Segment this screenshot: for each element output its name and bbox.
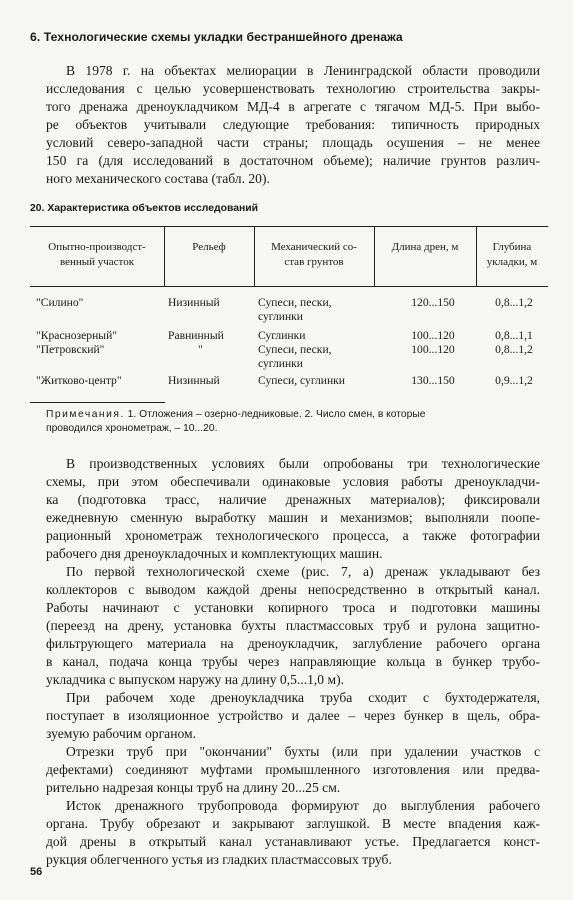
text-line: в канал, подача конца трубы через направляющие кольца в бункер трубо- [46, 654, 540, 669]
text-line: Работы начинают с установки копирного троса и подготовки машины [46, 600, 540, 615]
text-line: В 1978 г. на объектах мелиорации в Ленинградской области проводили [66, 63, 540, 78]
header-depth [476, 240, 548, 270]
text-line: органа. Трубу обрезают и закрывают заглушкой. В месте впадения каж- [46, 816, 540, 831]
cell-soil [258, 343, 378, 371]
text-line: схемы, при этом обеспечивали одинаковые условия работы дреноукладчи- [46, 474, 540, 489]
notes-line [46, 408, 544, 422]
cell-relief: Низинный [168, 374, 220, 387]
header-soil [254, 240, 374, 270]
text-line: (переезд на дрену, установка бухты пластмассовых труб и рулона защитно- [46, 618, 540, 633]
soil-line: суглинки [258, 310, 303, 323]
cell-length: 100...120 [411, 343, 455, 356]
cell-depth: 0,8...1,2 [495, 296, 533, 309]
text-line: дефектами) соединяют муфтами промышленного изготовления или предва- [46, 762, 540, 777]
text-line: того дренажа дреноукладчиком МД-4 в агрегате с тягачом МД-5. При выбо- [46, 99, 540, 114]
intro-paragraph [46, 62, 540, 188]
header-line: Глубина [492, 241, 532, 253]
cell-site: "Краснозерный" [36, 329, 118, 342]
header-length [374, 240, 476, 255]
section-heading: 6. Технологические схемы укладки бестраншейного дренажа [30, 30, 403, 44]
cell-site: "Петровский" [36, 343, 105, 356]
text-line: условий северо-западной части страны; площадь осушения – не менее [46, 135, 540, 150]
soil-line: Супеси, пески, [258, 343, 332, 356]
cell-length: 130...150 [411, 374, 455, 387]
cell-soil [258, 374, 378, 388]
header-line: Длина дрен, м [391, 241, 459, 253]
cell-soil [258, 329, 378, 343]
text-line: Отрезки труб при "окончании" бухты (или при удалении участков с [66, 744, 540, 759]
text-line: зуемую рабочим органом. [46, 726, 197, 741]
text-line: поступает в изоляционное устройство и далее – через бункер в щель, обра- [46, 708, 540, 723]
soil-line: суглинки [258, 357, 303, 370]
header-relief [164, 240, 254, 255]
cell-site: "Житково-центр" [36, 374, 122, 387]
header-line: Рельеф [192, 241, 226, 253]
soil-line: Супеси, пески, [258, 296, 332, 309]
text-line: ре объектов учитывали следующие требования: типичность природных [46, 117, 540, 132]
header-line: венный участок [59, 256, 135, 268]
cell-depth: 0,9...1,2 [495, 374, 533, 387]
column-divider [374, 226, 375, 286]
soil-line: Супеси, суглинки [258, 374, 346, 387]
cell-depth: 0,8...1,1 [495, 329, 533, 342]
page-number: 56 [30, 866, 43, 878]
cell-length: 100...120 [411, 329, 455, 342]
text-line: ного механического состава (табл. 20). [46, 171, 270, 186]
table-top-rule [30, 226, 548, 227]
header-site [30, 240, 164, 270]
notes-divider [30, 402, 165, 403]
cell-relief: Равнинный [168, 329, 224, 342]
text-line: 150 га (для исследований в достаточном объеме); наличие грунтов различ- [46, 153, 540, 168]
text-line: коллекторов с выводом каждой дрены непосредственно в открытый канал. [46, 582, 540, 597]
text-line: В производственных условиях были опробованы три технологические [66, 456, 540, 471]
column-divider [164, 226, 165, 286]
text-line: исследования с целью усовершенствовать технологию строительства закры- [46, 81, 540, 96]
cell-length: 120...150 [411, 296, 455, 309]
header-line: став грунтов [284, 256, 344, 268]
text-line: дой дрены в открытый канал устанавливают устье. Предлагается конст- [46, 834, 540, 849]
header-line: укладки, м [486, 256, 538, 268]
table-notes [46, 408, 544, 436]
cell-site: "Силино" [36, 296, 84, 309]
notes-text: 1. Отложения – озерно-ледниковые. 2. Число смен, в которые [124, 409, 426, 420]
text-line: ежедневную сменную выработку машин и механизмов; выполняли поопе- [46, 510, 540, 525]
header-line: Опытно-производст- [48, 241, 146, 253]
cell-relief: " [198, 343, 203, 356]
notes-label: Примечания. [46, 409, 125, 420]
header-line: Механический со- [271, 241, 357, 253]
text-line: рукция облегченного устья из гладких пластмассовых труб. [46, 852, 392, 867]
text-line: Исток дренажного трубопровода формируют до выглубления рабочего [66, 798, 540, 813]
text-line: фильтрующего материала на дреноукладчик, заглубление рабочего органа [46, 636, 540, 651]
table-caption: 20. Характеристика объектов исследований [30, 203, 259, 214]
cell-relief: Низинный [168, 296, 220, 309]
body-text [46, 455, 540, 869]
text-line: укладчика с выпуском наружу на длину 0,5...1,0 м). [46, 672, 345, 687]
text-line: ка (подготовка трасс, наличие дренажных материалов); фиксировали [46, 492, 540, 507]
text-line: рационный хронометраж технологического процесса, а также фотографии [46, 528, 540, 543]
table-header-rule [30, 286, 548, 287]
text-line: При рабочем ходе дреноукладчика труба сходит с бухтодержателя, [66, 690, 540, 705]
soil-line: Суглинки [258, 329, 306, 342]
cell-soil [258, 296, 378, 324]
text-line: По первой технологической схеме (рис. 7, а) дренаж укладывают без [66, 564, 540, 579]
notes-line: проводился хронометраж, – 10...20. [46, 423, 218, 434]
text-line: рабочего дня дреноукладочных и комплектующих машин. [46, 546, 383, 561]
cell-depth: 0,8...1,2 [495, 343, 533, 356]
text-line: рительно надрезая концы труб на длину 20...25 см. [46, 780, 341, 795]
